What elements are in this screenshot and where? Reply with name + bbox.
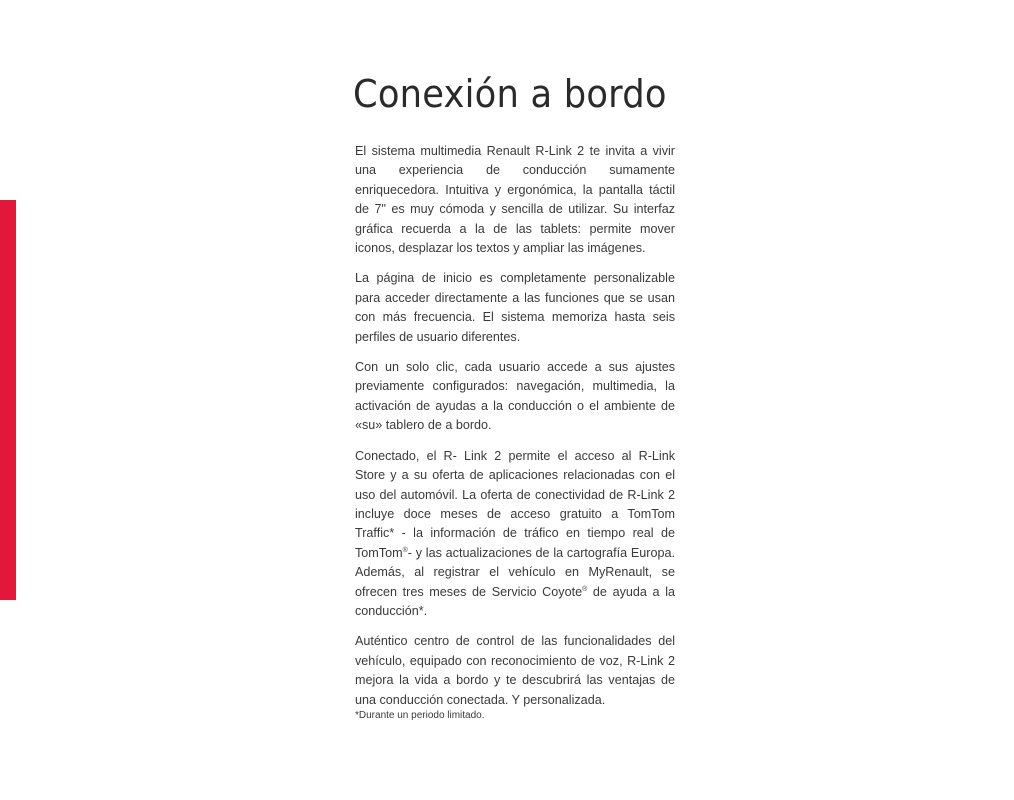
- text: Conectado, el R- Link 2 permite el acceso al R-Link Store y a su oferta de aplicaciones relacionadas con el uso del automóvil. La oferta de conectividad de R-Link 2 incluye doce meses de acceso gratuito a TomTom Traffic* - la información de tráfico en tiempo real de TomTom: [355, 448, 675, 560]
- text: de ayuda a la conducción*.: [355, 584, 675, 618]
- registered-mark: ®: [402, 546, 408, 554]
- page-title: Conexión a bordo: [353, 72, 667, 116]
- body-text: [355, 142, 675, 721]
- text: - y las actualizaciones de la cartografía Europa. Además, al registrar el vehículo en MyRenault, se ofrecen tres meses de Servicio Coyote: [355, 545, 675, 599]
- registered-mark: ®: [582, 585, 588, 593]
- paragraph: Auténtico centro de control de las funcionalidades del vehículo, equipado con reconocimiento de voz, R-Link 2 mejora la vida a bordo y te descubrirá las ventajas de una conducción conectada. Y personalizada.: [355, 634, 675, 707]
- paragraph: El sistema multimedia Renault R-Link 2 te invita a vivir una experiencia de conducción sumamente enriquecedora. Intuitiva y ergonómica, la pantalla táctil de 7" es muy cómoda y sencilla de utilizar. Su interfaz gráfica recuerda a la de las tablets: permite mover iconos, desplazar los textos y ampliar las imágenes.: [355, 144, 675, 256]
- paragraph: La página de inicio es completamente personalizable para acceder directamente a las funciones que se usan con más frecuencia. El sistema memoriza hasta seis perfiles de usuario diferentes.: [355, 271, 675, 344]
- paragraph: [355, 447, 675, 622]
- red-accent-bar: [0, 200, 16, 600]
- footnote: *Durante un periodo limitado.: [355, 710, 485, 721]
- paragraph: Con un solo clic, cada usuario accede a sus ajustes previamente configurados: navegación, multimedia, la activación de ayudas a la conducción o el ambiente de «su» tablero de a bordo.: [355, 360, 675, 433]
